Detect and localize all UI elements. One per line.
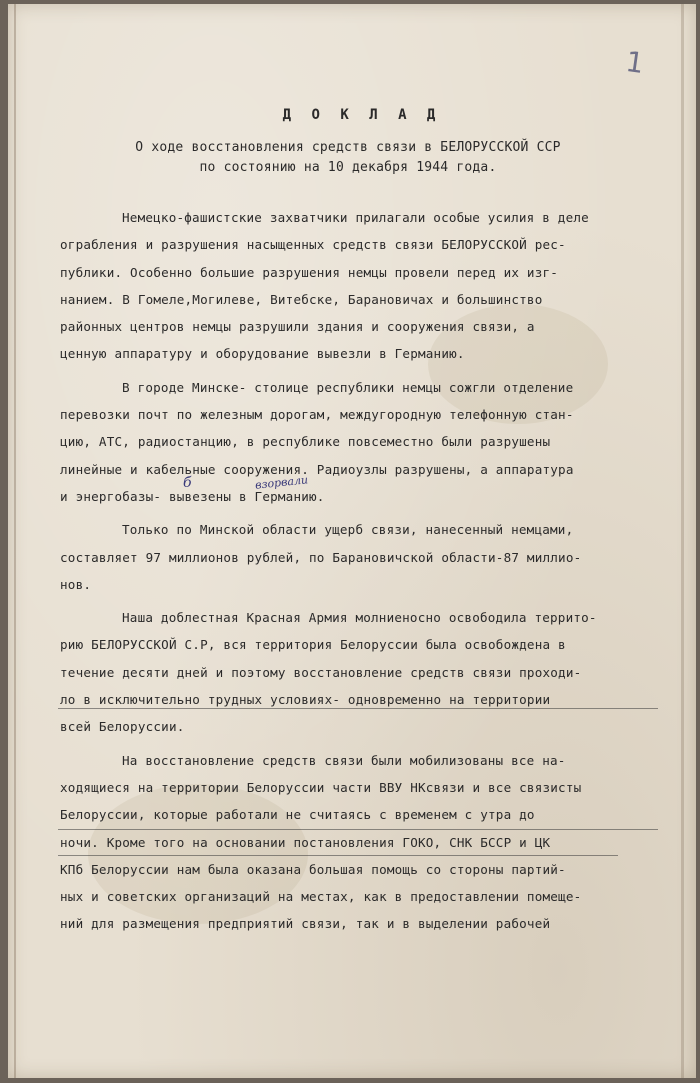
text-line: публики. Особенно большие разрушения немцы провели перед их изг-: [60, 264, 559, 280]
document-subtitle: [68, 138, 628, 178]
text-line: и энергобазы- вывезены в Германию.: [60, 488, 325, 504]
handwritten-correction: взорвали: [254, 473, 309, 492]
text-line: районных центров немцы разрушили здания и сооружения связи, а: [60, 319, 535, 335]
subtitle-line: по состоянию на 10 декабря 1944 года.: [199, 160, 497, 175]
paragraph: [60, 516, 660, 598]
paragraph: [60, 604, 660, 740]
text-line: рию БЕЛОРУССКОЙ С.Р, вся территория Белоруссии была освобождена в: [60, 637, 566, 653]
text-line: Белоруссии, которые работали не считаясь с временем с утра до: [60, 807, 535, 823]
text-line: линейные и кабельные сооружения. Радиоузлы разрушены, а аппаратура: [60, 461, 574, 477]
handwritten-letter-correction: б: [183, 475, 192, 491]
text-line: На восстановление средств связи были мобилизованы все на-: [122, 752, 566, 768]
pencil-underline: [58, 829, 658, 830]
text-line: Наша доблестная Красная Армия молниеносно освободила террито-: [122, 610, 597, 626]
text-line: ло в исключительно трудных условиях- одновременно на территории: [60, 692, 551, 708]
pencil-underline: [58, 708, 658, 709]
pencil-underline: [58, 855, 618, 856]
page-edge-shadow: [681, 4, 684, 1078]
page-fold-line: [14, 4, 16, 1078]
paragraph: [60, 374, 660, 510]
text-line: всей Белоруссии.: [60, 719, 185, 735]
text-line: ний для размещения предприятий связи, так и в выделении рабочей: [60, 916, 551, 932]
text-line: перевозки почт по железным дорогам, междугородную телефонную стан-: [60, 407, 574, 423]
text-line: КПб Белоруссии нам была оказана большая помощь со стороны партий-: [60, 861, 566, 877]
paragraph: [60, 747, 660, 938]
document-body: [60, 204, 660, 938]
text-line: нанием. В Гомеле,Могилеве, Витебске, Барановичах и большинство: [60, 291, 543, 307]
subtitle-line: О ходе восстановления средств связи в БЕЛОРУССКОЙ ССР: [135, 140, 561, 155]
archive-page-number: 1: [623, 44, 647, 81]
text-line: цию, АТС, радиостанцию, в республике повсеместно были разрушены: [60, 434, 551, 450]
paragraph: [60, 204, 660, 368]
text-line: нов.: [60, 576, 92, 592]
text-line: течение десяти дней и поэтому восстановление средств связи проходи-: [60, 664, 582, 680]
text-line: Только по Минской области ущерб связи, нанесенный немцами,: [122, 522, 574, 538]
text-line: ценную аппаратуру и оборудование вывезли в Германию.: [60, 346, 465, 362]
document-title: Д О К Л А Д: [282, 107, 442, 123]
text-line: составляет 97 миллионов рублей, по Барановичской области-87 миллио-: [60, 549, 582, 565]
text-line: ночи. Кроме того на основании постановления ГОКО, СНК БССР и ЦК: [60, 834, 551, 850]
text-line: В городе Минске- столице республики немцы сожгли отделение: [122, 379, 574, 395]
text-line: ходящиеся на территории Белоруссии части ВВУ НКсвязи и все связисты: [60, 779, 582, 795]
text-line: Немецко-фашистские захватчики прилагали особые усилия в деле: [122, 210, 589, 225]
text-line: ограбления и разрушения насыщенных средств связи БЕЛОРУССКОЙ рес-: [60, 237, 566, 253]
text-line: ных и советских организаций на местах, как в предоставлении помеще-: [60, 889, 582, 905]
document-page: [8, 4, 696, 1078]
